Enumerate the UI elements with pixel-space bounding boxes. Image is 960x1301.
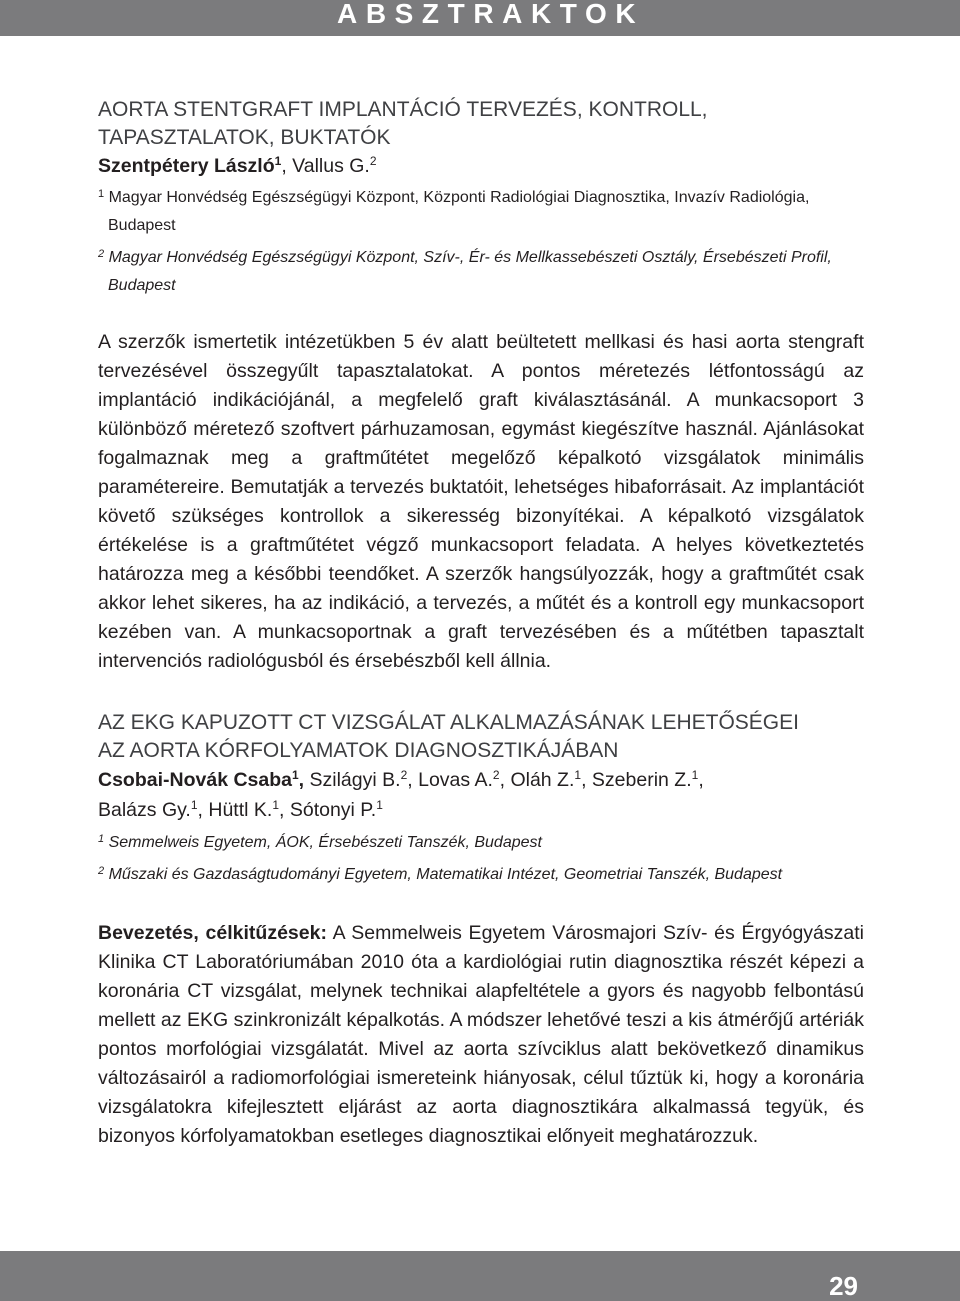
abstract-2-title-line-1: AZ EKG KAPUZOTT CT VIZSGÁLAT ALKALMAZÁSÁNAK LEHETŐSÉGEI (98, 711, 799, 734)
abstract-2-affiliation-2: $^2$ Műszaki és Gazdaságtudományi Egyetem, Matematikai Intézet, Geometriai Tanszék, Budapest (98, 865, 783, 883)
abstract-2-title-line-2: AZ AORTA KÓRFOLYAMATOK DIAGNOSZTIKÁJÁBAN (98, 739, 619, 762)
abstract-1-title-line-2: TAPASZTALATOK, BUKTATÓK (98, 126, 391, 149)
abstract-2-author-3: Oláh Z.$^1$, (510, 768, 587, 791)
abstract-2-body (98, 919, 864, 1151)
abstract-2-body-text: A Semmelweis Egyetem Városmajori Szív- és Érgyógyászati Klinika CT Laboratóriumában 2010 óta a kardiológiai rutin diagnosztika részét képezi a koronária CT vizsgálat, melynek technikai alapfeltétele a gyors és nagyobb felbontású mellett az EKG szinkronizált képalkotás. A módszer lehetővé teszi a kis átmérőjű artériák pontos morfológiai vizsgálatát. Mivel az aorta szívciklus alatt bekövetkező dinamikus változásairól a radiomorfológiai ismereteink hiányosak, célul tűztük ki, hogy a koronária vizsgálatokra kifejlesztett eljárást az aorta diagnosztikára alkalmassá tegyük, és bizonyos kórfolyamatokban esetleges diagnosztikai előnyeit meghatározzuk. (98, 922, 864, 1147)
footer-bar (0, 1251, 960, 1301)
abstract-1-title-line-1: AORTA STENTGRAFT IMPLANTÁCIÓ TERVEZÉS, KONTROLL, (98, 98, 708, 121)
abstract-1-affiliation-2: $^2$ Magyar Honvédség Egészségügyi Központ, Szív-, Ér- és Mellkassebészeti Osztály, Érsebészeti Profil, Budapest (98, 248, 832, 294)
abstract-2-author-7: Sótonyi P.$^1$ (289, 798, 383, 821)
header-bar (0, 0, 960, 36)
abstract-2-authors (98, 765, 864, 825)
abstract-1-main-author: Szentpétery László$^1$ (98, 154, 282, 177)
section-title: ABSZTRAKTOK (337, 0, 645, 29)
abstract-1-title (98, 96, 864, 152)
abstract-1-authors: Szentpétery László$^1$, Vallus G.$^2$ (98, 154, 377, 177)
abstract-1 (98, 96, 864, 676)
abstract-1-body: A szerzők ismertetik intézetükben 5 év alatt beültetett mellkasi és hasi aorta stengraft tervezésével összegyűlt tapasztalatokat. A pontos méretezés létfontosságú az implantáció indikációjánál, a megfelelő graft kiválasztásánál. A munkacsoport 3 különböző méretező szoftvert párhuzamosan, egymást kiegészítve használ. Ajánlásokat fogalmaznak meg a graftműtétet megelőző képalkotó vizsgálatok minimális paramétereire. Bemutatják a tervezés buktatóit, lehetséges hibaforrásait. Az implantációt követő szükséges kontrollok a sikeresség bizonyítékai. A képalkotó vizsgálatok értékelése is a graftműtétet végző munkacsoport feladata. A helyes következtetés határozza meg a későbbi teendőket. A szerzők hangsúlyozzák, hogy a graftműtét csak akkor lehet sikeres, ha az indikáció, a tervezés, a műtét és a kontroll egy munkacsoport kezében van. A munkacsoportnak a graft tervezésében és a műtétben tapasztalt intervenciós radiológusból és érsebészből kell állnia. (98, 331, 864, 672)
abstract-2-main-author: Csobai-Novák Csaba$^1$, (98, 768, 305, 791)
abstract-1-coauthor: Vallus G. (292, 155, 370, 177)
page-number: 29 (829, 1271, 858, 1301)
abstract-2-author-5: Balázs Gy.$^1$, (98, 798, 203, 821)
page-content (98, 96, 864, 1151)
abstract-1-affiliation-1: $^1$ Magyar Honvédség Egészségügyi Központ, Központi Radiológiai Diagnosztika, Invazív Radiológia, Budapest (98, 188, 810, 234)
abstract-2-body-lead: Bevezetés, célkitűzések: (98, 922, 327, 944)
abstract-2-title (98, 709, 864, 765)
abstract-2-author-1: Szilágyi B.$^2$, (309, 768, 413, 791)
abstract-2-author-4: Szeberin Z.$^1$, (591, 768, 704, 791)
abstract-2 (98, 709, 864, 1151)
abstract-2-affiliation-1: $^1$ Semmelweis Egyetem, ÁOK, Érsebészeti Tanszék, Budapest (98, 833, 542, 851)
abstract-2-author-6: Hüttl K.$^1$, (208, 798, 285, 821)
abstract-2-author-2: Lovas A.$^2$, (418, 768, 506, 791)
